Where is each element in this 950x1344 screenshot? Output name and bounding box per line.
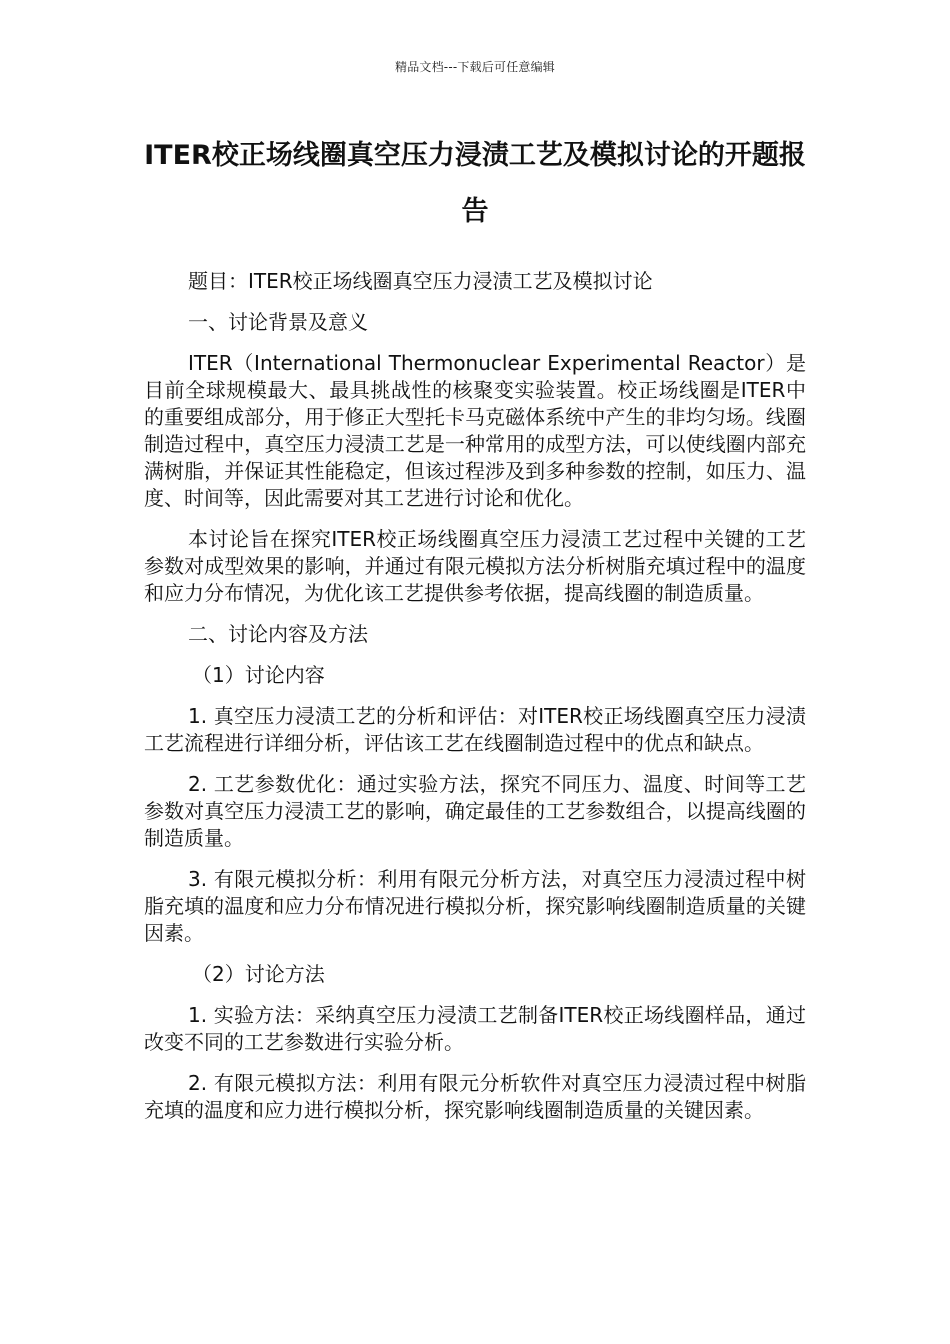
content-item-3: 3. 有限元模拟分析：利用有限元分析方法，对真空压力浸渍过程中树脂充填的温度和应力分布情况进行模拟分析，探究影响线圈制造质量的关键因素。	[144, 867, 806, 945]
document-body	[144, 268, 806, 1138]
content-item-2: 2. 工艺参数优化：通过实验方法，探究不同压力、温度、时间等工艺参数对真空压力浸渍工艺的影响，确定最佳的工艺参数组合，以提高线圈的制造质量。	[144, 772, 806, 850]
subheading-content: （1）讨论内容	[192, 663, 325, 687]
document-title: ITER校正场线圈真空压力浸渍工艺及模拟讨论的开题报告	[144, 140, 806, 227]
subject-line: 题目：ITER校正场线圈真空压力浸渍工艺及模拟讨论	[188, 269, 653, 293]
background-paragraph: ITER（International Thermonuclear Experimental Reactor）是目前全球规模最大、最具挑战性的核聚变实验装置。校正场线圈是ITER中的重要组成部分，用于修正大型托卡马克磁体系统中产生的非均匀场。线圈制造过程中，真空压力浸渍工艺是一种常用的成型方法，可以使线圈内部充满树脂，并保证其性能稳定，但该过程涉及到多种参数的控制，如压力、温度、时间等，因此需要对其工艺进行讨论和优化。	[144, 351, 806, 510]
content-item-1: 1. 真空压力浸渍工艺的分析和评估：对ITER校正场线圈真空压力浸渍工艺流程进行详细分析，评估该工艺在线圈制造过程中的优点和缺点。	[144, 704, 806, 755]
header-note: 精品文档---下载后可任意编辑	[395, 60, 555, 74]
method-item-1: 1. 实验方法：采纳真空压力浸渍工艺制备ITER校正场线圈样品，通过改变不同的工艺参数进行实验分析。	[144, 1003, 806, 1054]
section-heading-content-method: 二、讨论内容及方法	[188, 622, 368, 646]
method-item-2: 2. 有限元模拟方法：利用有限元分析软件对真空压力浸渍过程中树脂充填的温度和应力进行模拟分析，探究影响线圈制造质量的关键因素。	[144, 1071, 806, 1122]
purpose-paragraph: 本讨论旨在探究ITER校正场线圈真空压力浸渍工艺过程中关键的工艺参数对成型效果的影响，并通过有限元模拟方法分析树脂充填过程中的温度和应力分布情况，为优化该工艺提供参考依据，提高线圈的制造质量。	[144, 527, 806, 605]
section-heading-background: 一、讨论背景及意义	[188, 310, 368, 334]
subheading-method: （2）讨论方法	[192, 962, 325, 986]
